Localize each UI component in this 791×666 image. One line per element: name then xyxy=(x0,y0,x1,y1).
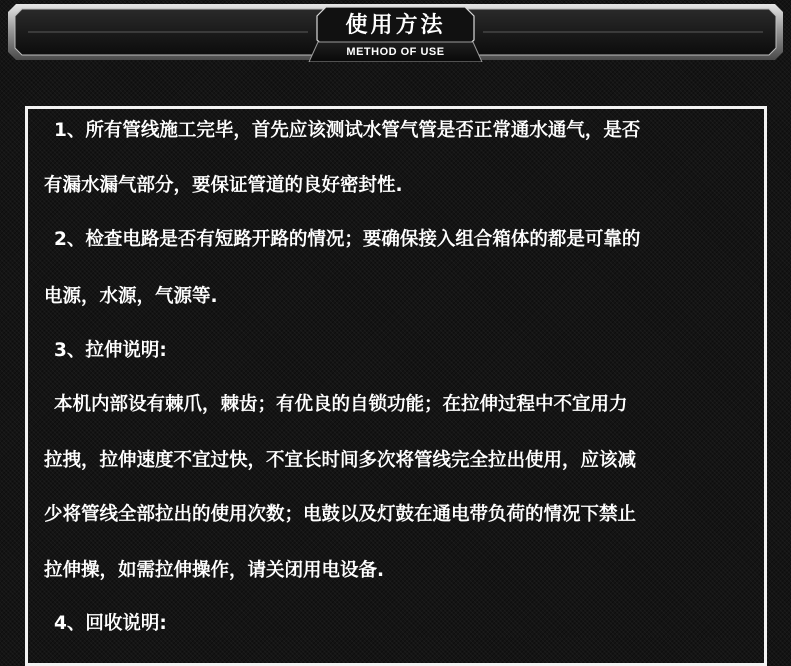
text-line: 3、拉伸说明: xyxy=(54,340,167,361)
text-line: 拉伸操，如需拉伸操作，请关闭用电设备. xyxy=(44,560,385,581)
text-line: 有漏水漏气部分，要保证管道的良好密封性. xyxy=(44,175,403,196)
page-title: 使用方法 xyxy=(345,13,446,38)
page-subtitle: METHOD OF USE xyxy=(346,46,445,58)
header-banner xyxy=(8,4,783,62)
text-line: 2、检查电路是否有短路开路的情况；要确保接入组合箱体的都是可靠的 xyxy=(54,229,641,250)
text-line: 4、回收说明: xyxy=(54,613,167,634)
text-line: 少将管线全部拉出的使用次数；电鼓以及灯鼓在通电带负荷的情况下禁止 xyxy=(44,504,637,525)
text-line: 电源，水源，气源等. xyxy=(44,286,218,307)
text-line: 本机内部设有棘爪，棘齿；有优良的自锁功能；在拉伸过程中不宜用力 xyxy=(54,394,628,415)
text-line: 拉拽，拉伸速度不宜过快，不宜长时间多次将管线完全拉出使用，应该减 xyxy=(44,450,637,471)
text-line: 1、所有管线施工完毕，首先应该测试水管气管是否正常通水通气，是否 xyxy=(54,120,641,141)
